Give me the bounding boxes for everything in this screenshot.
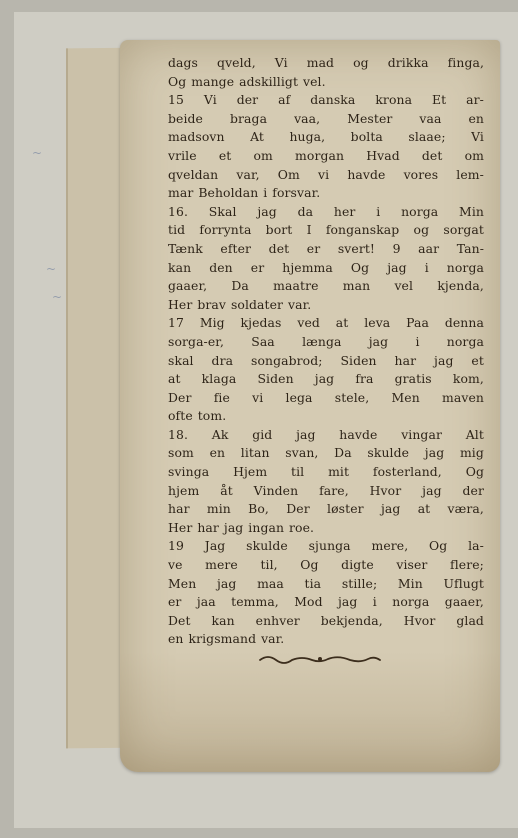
word: vrile <box>168 147 197 163</box>
word: der <box>236 92 259 108</box>
word: glad <box>456 612 484 628</box>
word: og <box>413 222 430 238</box>
word: Vi <box>471 129 484 145</box>
word: Hvor <box>369 482 402 498</box>
word: jag <box>380 501 401 517</box>
word: Hjem <box>233 464 268 480</box>
word: mere, <box>371 538 409 554</box>
word: maven <box>442 389 484 405</box>
word: og <box>353 55 369 70</box>
word: kjenda, <box>437 278 484 294</box>
word: soldater <box>230 296 284 312</box>
word: her <box>333 203 356 219</box>
word: tid <box>168 222 186 238</box>
word: et <box>471 352 484 368</box>
word: tom. <box>197 408 227 424</box>
word: 17 <box>168 315 184 331</box>
word: ve <box>168 557 183 573</box>
word: Siden <box>340 352 377 368</box>
word: Og <box>465 464 484 480</box>
word: Der <box>168 389 192 405</box>
word: vaa <box>419 110 442 126</box>
text-line <box>168 54 484 73</box>
word: maa <box>257 575 284 591</box>
text-line <box>168 73 484 92</box>
word: Jag <box>204 538 226 554</box>
flourish-ornament-icon <box>258 652 382 666</box>
word: har <box>168 501 190 517</box>
text-line <box>168 277 484 296</box>
word: qveld, <box>217 55 256 70</box>
word: klaga <box>201 371 237 387</box>
word: et <box>218 147 232 163</box>
text-line <box>168 519 484 538</box>
word: da <box>297 203 314 219</box>
text-line <box>168 221 484 240</box>
word: Paa <box>406 315 429 331</box>
word: aar <box>418 240 440 256</box>
text-line <box>168 333 484 352</box>
word: Og <box>429 538 448 554</box>
word: 9 <box>392 240 401 256</box>
word: 19 <box>168 538 184 554</box>
word: Beholdan <box>198 185 259 201</box>
word: mad <box>306 55 335 70</box>
word: løster <box>327 501 364 517</box>
word: bort <box>265 222 293 238</box>
word: bolta <box>350 129 383 145</box>
word: jag <box>223 519 244 535</box>
word: Vinden <box>253 482 299 498</box>
word: fie <box>213 389 230 405</box>
word: 16. <box>168 203 189 219</box>
word: Hvad <box>366 147 400 163</box>
word: jag <box>434 352 454 368</box>
word: vel <box>394 278 414 294</box>
word: mange <box>191 73 235 89</box>
text-line <box>168 184 484 203</box>
word: kom, <box>452 371 484 387</box>
text-line <box>168 240 484 259</box>
text-line <box>168 128 484 147</box>
word: Vi <box>203 92 217 108</box>
word: krigsmand <box>188 631 257 647</box>
word: krona <box>375 92 413 108</box>
word: roe. <box>289 519 315 535</box>
word: enhver <box>255 612 300 628</box>
word: Ak <box>211 426 229 442</box>
text-line <box>168 575 484 594</box>
word: jag <box>257 203 277 219</box>
word: jag <box>424 445 445 461</box>
word: slaae; <box>408 129 446 145</box>
word: norga <box>446 259 484 275</box>
text-line <box>168 110 484 129</box>
text-line <box>168 296 484 315</box>
text-line <box>168 500 484 519</box>
word: norga <box>446 333 484 349</box>
word: adskilligt <box>239 73 299 89</box>
word: skulde <box>246 538 288 554</box>
word: Om <box>277 166 300 182</box>
word: beide <box>168 110 203 126</box>
text-line <box>168 166 484 185</box>
word: Bo, <box>248 501 269 517</box>
word: vel. <box>303 73 326 89</box>
word: Men <box>391 389 420 405</box>
word: madsovn <box>168 129 225 145</box>
word: bekjenda, <box>320 612 383 628</box>
word: kan <box>211 612 235 628</box>
word: la- <box>468 538 484 554</box>
word: temma, <box>231 594 279 610</box>
word: Her <box>168 296 193 312</box>
word: Alt <box>465 426 484 442</box>
word: var. <box>261 631 285 647</box>
word: Tænk <box>168 240 203 256</box>
word: forrynta <box>199 222 252 238</box>
word: væra, <box>447 501 484 517</box>
word: svinga <box>168 464 210 480</box>
word: vi <box>252 389 264 405</box>
text-line <box>168 612 484 631</box>
word: efter <box>220 240 252 256</box>
word: Min <box>397 575 423 591</box>
word: 18. <box>168 426 189 442</box>
word: kjedas <box>240 315 282 331</box>
word: gratis <box>394 371 432 387</box>
text-line <box>168 389 484 408</box>
word: er <box>250 259 265 275</box>
word: svert! <box>337 240 376 256</box>
word: braga <box>230 110 268 126</box>
word: stele, <box>334 389 370 405</box>
word: en <box>468 110 484 126</box>
word: en <box>168 631 184 647</box>
word: gid <box>252 426 273 442</box>
margin-pencil-mark: ~ <box>46 262 57 276</box>
word: havde <box>347 166 386 182</box>
word: jag <box>368 333 389 349</box>
word: skal <box>168 352 194 368</box>
word: havde <box>339 426 378 442</box>
word: der <box>462 482 484 498</box>
word: digte <box>341 557 374 573</box>
text-line <box>168 370 484 389</box>
word: Men <box>168 575 197 591</box>
word: stille; <box>341 575 378 591</box>
word: Mig <box>199 315 225 331</box>
word: at <box>335 315 349 331</box>
word: jag <box>337 594 358 610</box>
word: ingan <box>248 519 285 535</box>
word: mere <box>205 557 238 573</box>
word: vores <box>403 166 439 182</box>
word: dags <box>168 55 199 70</box>
word: Min <box>459 203 484 219</box>
word: kan <box>168 259 192 275</box>
text-line <box>168 537 484 556</box>
word: sjunga <box>308 538 351 554</box>
text-line <box>168 91 484 110</box>
text-line <box>168 203 484 222</box>
word: Det <box>168 612 191 628</box>
word: viser <box>396 557 428 573</box>
word: flere; <box>450 557 484 573</box>
text-line <box>168 352 484 371</box>
word: jag <box>387 259 407 275</box>
word: skulde <box>367 445 410 461</box>
word: længa <box>302 333 342 349</box>
word: drikka <box>387 55 429 70</box>
word: Da <box>334 445 352 461</box>
word: Og <box>168 73 187 89</box>
word: er <box>306 240 321 256</box>
word: i <box>372 594 377 610</box>
word: qveldan <box>168 166 219 182</box>
word: fare, <box>319 482 349 498</box>
word: at <box>168 371 181 387</box>
word: Og <box>300 557 319 573</box>
word: Der <box>286 501 310 517</box>
word: min <box>206 501 231 517</box>
word: Hvor <box>403 612 436 628</box>
text-line <box>168 147 484 166</box>
word: jag <box>422 482 442 498</box>
text-line <box>168 463 484 482</box>
word: huga, <box>289 129 326 145</box>
word: om <box>253 147 273 163</box>
word: som <box>168 445 194 461</box>
word: vaa, <box>294 110 321 126</box>
word: Saa <box>251 333 275 349</box>
word: svan, <box>285 445 319 461</box>
word: forsvar. <box>272 185 321 201</box>
word: at <box>417 501 431 517</box>
word: om <box>464 147 484 163</box>
word: har <box>394 352 417 368</box>
word: At <box>250 129 264 145</box>
word: ar- <box>466 92 484 108</box>
word: Og <box>350 259 370 275</box>
word: norga <box>392 594 430 610</box>
word: fonganskap <box>325 222 400 238</box>
word: jaa <box>196 594 216 610</box>
page-text-block <box>168 54 484 649</box>
text-line <box>168 556 484 575</box>
word: 15 <box>168 92 184 108</box>
word: ofte <box>168 408 193 424</box>
word: i <box>376 203 381 219</box>
word: jag <box>314 371 335 387</box>
text-line <box>168 482 484 501</box>
word: morgan <box>295 147 345 163</box>
word: Tan- <box>456 240 484 256</box>
word: sorga-er, <box>168 333 224 349</box>
word: lem- <box>456 166 484 182</box>
word: dra <box>211 352 234 368</box>
word: åt <box>220 482 233 498</box>
word: det <box>421 147 443 163</box>
word: mar <box>168 185 194 201</box>
word: mit <box>328 464 350 480</box>
word: lega <box>285 389 313 405</box>
word: i <box>415 333 420 349</box>
word: vingar <box>401 426 442 442</box>
word: til <box>291 464 305 480</box>
word: sorgat <box>443 222 484 238</box>
text-line <box>168 259 484 278</box>
text-line <box>168 426 484 445</box>
word: mig <box>459 445 484 461</box>
word: maatre <box>273 278 319 294</box>
word: hjem <box>168 482 200 498</box>
word: den <box>209 259 233 275</box>
text-line <box>168 444 484 463</box>
word: vi <box>318 166 330 182</box>
word: af <box>278 92 291 108</box>
word: man <box>342 278 371 294</box>
word: denna <box>444 315 484 331</box>
document-page <box>120 40 500 772</box>
text-line <box>168 630 484 649</box>
word: var, <box>236 166 260 182</box>
text-line <box>168 593 484 612</box>
text-line <box>168 407 484 426</box>
word: en <box>209 445 226 461</box>
word: fosterland, <box>372 464 442 480</box>
word: leva <box>364 315 391 331</box>
word: var. <box>288 296 312 312</box>
word: i <box>263 185 268 201</box>
word: Da <box>231 278 249 294</box>
word: i <box>424 259 429 275</box>
word: Skal <box>208 203 237 219</box>
word: Her <box>168 519 193 535</box>
word: Mod <box>294 594 323 610</box>
word: tia <box>304 575 322 591</box>
word: finga, <box>447 55 484 70</box>
margin-pencil-mark: ~ <box>52 290 63 304</box>
word: har <box>197 519 219 535</box>
word: gaaer, <box>444 594 484 610</box>
word: brav <box>197 296 226 312</box>
word: til, <box>260 557 278 573</box>
word: jag <box>216 575 237 591</box>
word: hjemma <box>282 259 333 275</box>
word: Mester <box>347 110 393 126</box>
word: Vi <box>274 55 288 70</box>
word: danska <box>310 92 356 108</box>
margin-pencil-mark: ~ <box>32 146 43 160</box>
word: songabrod; <box>250 352 323 368</box>
word: litan <box>240 445 270 461</box>
word: gaaer, <box>168 278 208 294</box>
word: Et <box>432 92 447 108</box>
word: I <box>306 222 312 238</box>
text-line <box>168 314 484 333</box>
word: norga <box>401 203 439 219</box>
word: er <box>168 594 182 610</box>
word: ved <box>297 315 320 331</box>
word: Siden <box>257 371 294 387</box>
word: Uflugt <box>443 575 484 591</box>
word: jag <box>296 426 316 442</box>
word: fra <box>355 371 374 387</box>
word: det <box>268 240 290 256</box>
